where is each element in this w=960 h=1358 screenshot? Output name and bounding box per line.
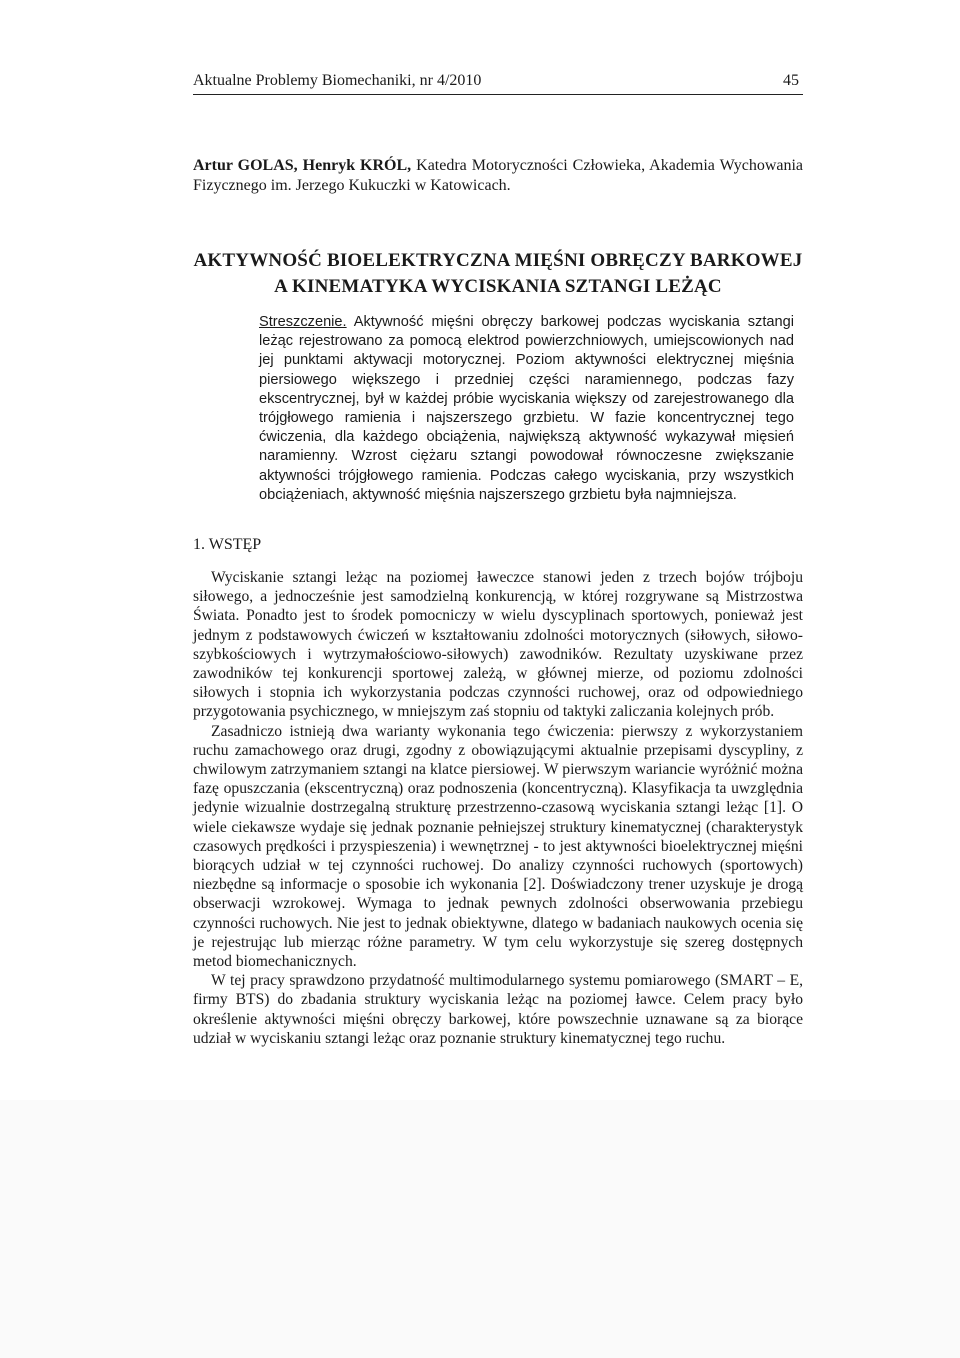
paragraph: Wyciskanie sztangi leżąc na poziomej ławeczce stanowi jeden z trzech bojów trójboju siłowego, a jednocześnie jest samodzielną konkurencją, w której rozgrywane są Mistrzostwa Świata. Ponadto jest to środek pomocniczy w wielu dyscyplinach sportowych, ponieważ jest jednym z podstawowych ćwiczeń w kształtowaniu zdolności motorycznych (siłowych, siłowo-szybkościowych i wytrzymałościowo-siłowych) zawodników. Rezultaty uzyskiwane przez zawodników tej konkurencji sportowej zależą, w głównej mierze, od poziomu zdolności siłowych i stopnia ich wykorzystania podczas czynności ruchowej, oraz od odpowiedniego przygotowania psychicznego, w mniejszym zaś stopniu od taktyki zaliczania kolejnych prób. xyxy=(193,569,803,721)
paragraph: W tej pracy sprawdzono przydatność multimodularnego systemu pomiarowego (SMART – E, firmy BTS) do zbadania struktury wyciskania leżąc na poziomej ławce. Celem pracy było określenie aktywności mięśni obręczy barkowej, które powszechnie uznawane są za biorące udział w wyciskaniu sztangi leżąc oraz poznanie struktury kinematycznej tego ruchu. xyxy=(193,972,803,1047)
author-name: Henryk KRÓL, xyxy=(302,157,412,174)
author-line xyxy=(193,156,803,196)
scan-background xyxy=(0,1100,960,1358)
journal-title: Aktualne Problemy Biomechaniki, nr 4/2010 xyxy=(193,72,482,89)
section-heading: 1. WSTĘP xyxy=(193,536,262,553)
page-number: 45 xyxy=(783,72,799,89)
abstract-text: Aktywność mięśni obręczy barkowej podczas wyciskania sztangi leżąc rejestrowano za pomocą elektrod powierzchniowych, umiejscowionych nad jej punktami aktywacji motorycznej. Poziom aktywności elektrycznej mięśnia piersiowego większego i przedniej części naramiennego, podczas fazy ekscentrycznej, był w każdej próbie wyciskania większy od zarejestrowanego dla trójgłowego ramienia i najszerszego grzbietu. W fazie koncentrycznej tego ćwiczenia, dla każdego obciążenia, największą aktywność wykazywał mięsień naramienny. Wzrost ciężaru sztangi powodował równoczesne zwiększanie aktywności trójgłowego ramienia. Podczas całego wyciskania, przy wszystkich obciążeniach, aktywność mięśnia najszerszego grzbietu była najmniejsza. xyxy=(259,314,794,503)
author-affiliation: Katedra Motoryczności Człowieka, Akademia Wychowania Fizycznego im. Jerzego Kukuczki w Katowicach. xyxy=(193,157,804,194)
author-name: Artur GOLAS, xyxy=(193,157,298,174)
abstract-label: Streszczenie. xyxy=(259,314,347,330)
title-line: A KINEMATYKA WYCISKANIA SZTANGI LEŻĄC xyxy=(274,276,722,297)
title-line: AKTYWNOŚĆ BIOELEKTRYCZNA MIĘŚNI OBRĘCZY BARKOWEJ xyxy=(193,250,803,271)
paper-title xyxy=(193,248,803,300)
body-text xyxy=(193,568,803,1048)
running-header xyxy=(193,70,803,95)
abstract xyxy=(259,313,794,505)
paragraph: Zasadniczo istnieją dwa warianty wykonania tego ćwiczenia: pierwszy z wykorzystaniem ruchu zamachowego oraz drugi, zgodny z obowiązującymi aktualnie przepisami dyscypliny, z chwilowym zatrzymaniem sztangi na klatce piersiowej. W pierwszym wariancie wyróżnić można fazę opuszczania (ekscentryczną) oraz podnoszenia (koncentryczną). Klasyfikacja ta uwzględnia jedynie wizualnie dostrzegalną strukturę przestrzenno-czasową wyciskania sztangi leżąc [1]. O wiele ciekawsze wydaje się jednak poznanie pełniejszej struktury kinematycznej (charakterystyk czasowych prędkości i przyspieszenia) i wewnętrznej - to jest aktywności bioelektrycznej mięśni biorących udział w tej czynności ruchowej. Do analizy czynności ruchowych (sportowych) niezbędne są informacje o sposobie ich wykonania [2]. Doświadczony trener uzyskuje je drogą obserwacji wzrokowej. Wymaga to jednak pewnych zdolności obserwowania przebiegu czynności ruchowych. Nie jest to jednak obiektywne, dlatego w badaniach naukowych ocenia się je rejestrując lub mierząc różne parametry. W tym celu wykorzystuje się szereg dostępnych metod biomechanicznych. xyxy=(193,722,803,971)
